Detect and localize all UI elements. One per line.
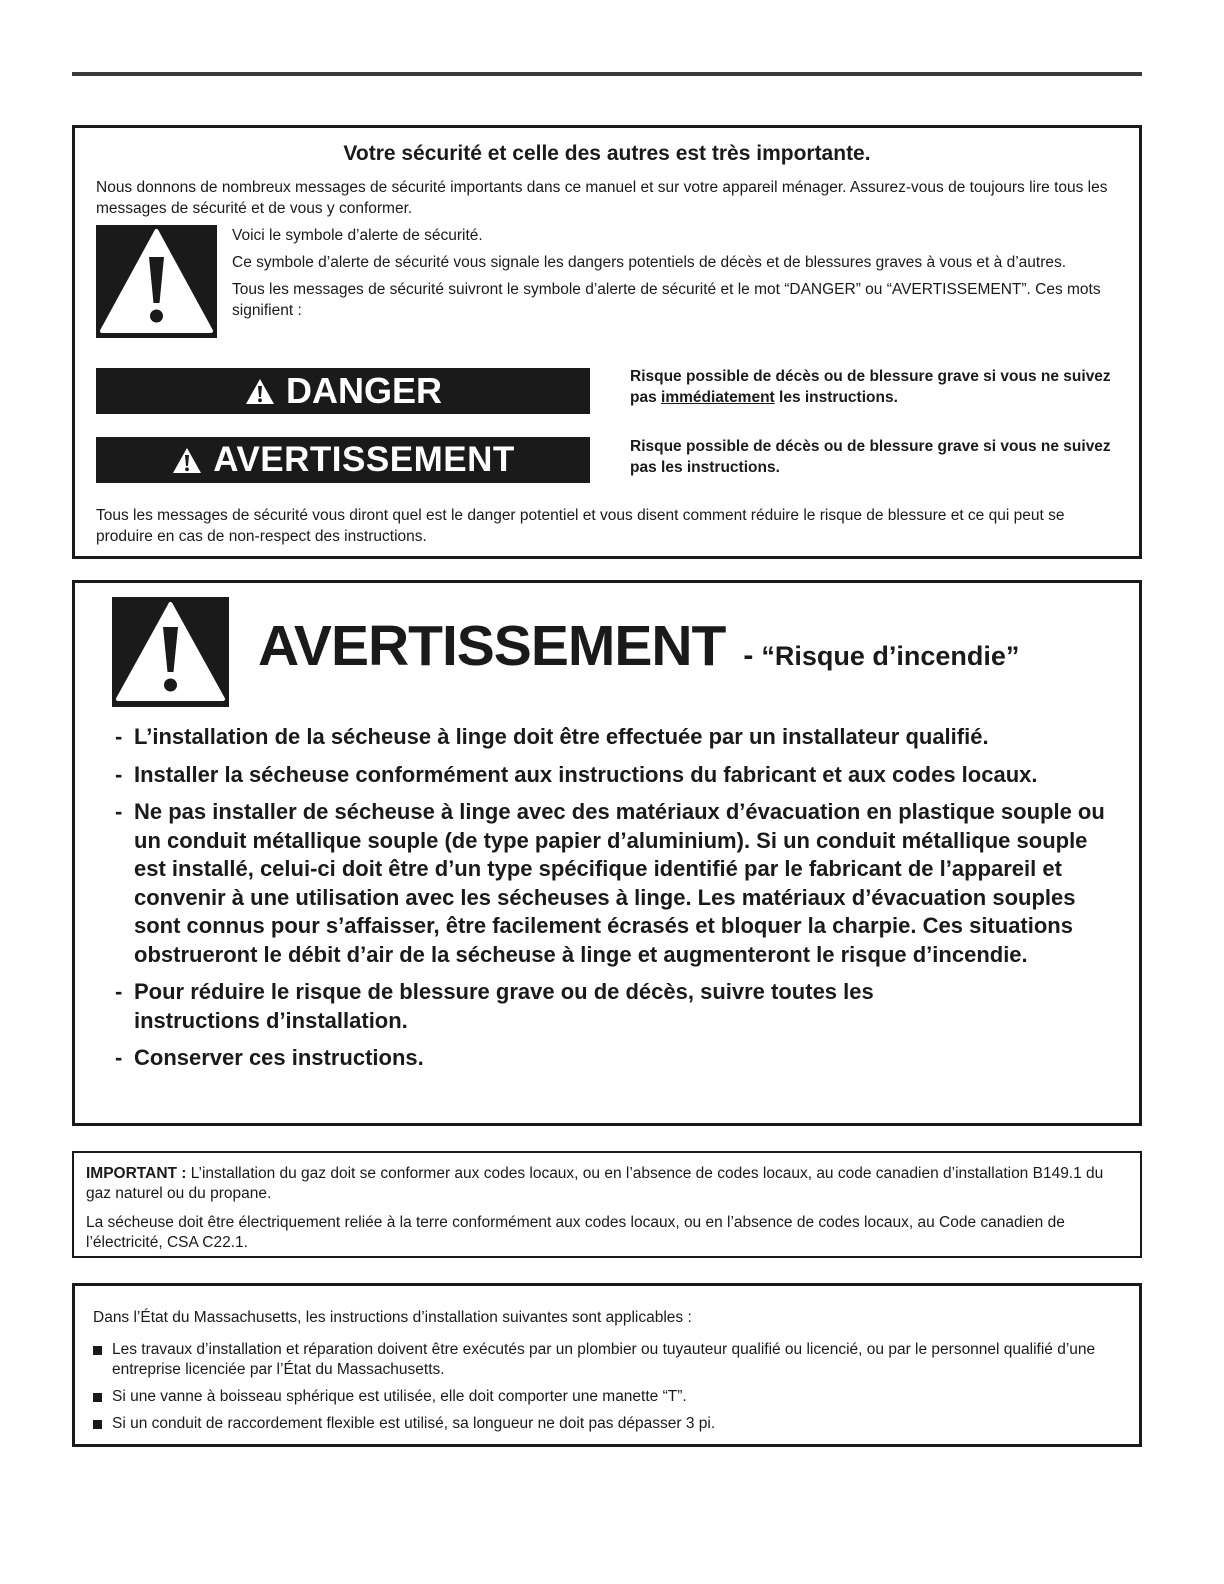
list-item [93,1340,1123,1380]
important-gas-text [86,1164,1131,1204]
list-item-text: Si un conduit de raccordement flexible est utilisé, sa longueur ne doit pas dépasser 3 pi. [112,1415,716,1432]
massachusetts-box [72,1283,1142,1447]
list-item-text: Installer la sécheuse conformément aux instructions du fabricant et aux codes locaux. [134,761,1038,787]
list-item-text: Si une vanne à boisseau sphérique est utilisée, elle doit comporter une manette “T”. [112,1388,687,1405]
bullet-dash: - [115,724,123,749]
list-item [115,723,1115,752]
fire-risk-subtitle: “Risque d’incendie” [761,641,1020,671]
warning-headline-word: AVERTISSEMENT [258,614,726,678]
list-item-text: Conserver ces instructions. [134,1045,424,1070]
warning-description: Risque possible de décès ou de blessure grave si vous ne suivez pas les instructions. [630,438,1111,476]
danger-desc-emphasis: immédiatement [661,389,775,406]
safety-title: Votre sécurité et celle des autres est très importante. [343,142,871,165]
danger-description [630,366,1135,408]
square-bullet-icon [93,1346,102,1355]
list-item [93,1414,1123,1434]
fire-warning-headline [258,613,1019,679]
list-item-text: Pour réduire le risque de blessure grave ou de décès, suivre toutes les instructions d’installation. [134,979,874,1033]
symbol-explanation [232,225,1102,327]
danger-signal-bar [96,368,590,414]
danger-desc-text: Risque possible de décès ou de blessure grave si vous ne suivez pas [630,368,1111,406]
fire-warning-list [115,723,1115,1082]
symbol-line: Ce symbole d’alerte de sécurité vous signale les dangers potentiels de décès et de blessures graves à vous et à d’autres. [232,254,1067,271]
bullet-dash: - [115,1045,123,1070]
danger-label: DANGER [285,370,442,411]
bullet-dash: - [115,799,123,824]
warning-triangle-icon [244,377,276,406]
bullet-dash: - [115,761,123,787]
list-item [115,978,904,1035]
safety-intro-text: Nous donnons de nombreux messages de sécurité importants dans ce manuel et sur votre appareil ménager. Assurez-vous de toujours lire tous les messages de sécurité et de vous y conformer. [96,179,1108,217]
list-item [93,1387,1123,1407]
list-item [115,1044,1115,1073]
list-item-text: Les travaux d’installation et réparation doivent être exécutés par un plombier ou tuyauteur qualifié ou licencié, ou par le personnel qualifié d’une entreprise licenciée par l’État du Massachusetts. [112,1341,1096,1378]
warning-label: AVERTISSEMENT [213,440,515,479]
headline-dash: - [743,639,754,672]
safety-intro-box [72,125,1142,559]
square-bullet-icon [93,1393,102,1402]
symbol-line: Voici le symbole d’alerte de sécurité. [232,227,483,244]
safety-alert-icon [112,597,229,707]
important-box [72,1151,1142,1258]
warning-triangle-icon [171,446,203,475]
square-bullet-icon [93,1420,102,1429]
safety-alert-icon [96,225,217,338]
safety-closing-text: Tous les messages de sécurité vous diront quel est le danger potentiel et vous disent comment réduire le risque de blessure et ce qui peut se produire en cas de non-respect des instructions. [96,507,1065,545]
symbol-line: Tous les messages de sécurité suivront le symbole d’alerte de sécurité et le mot “DANGER” ou “AVERTISSEMENT”. Ces mots signifient : [232,281,1101,319]
bullet-dash: - [115,979,123,1004]
list-item-text: L’installation de la sécheuse à linge doit être effectuée par un installateur qualifié. [134,724,989,749]
warning-signal-bar [96,437,590,483]
top-rule [72,72,1142,76]
massachusetts-intro: Dans l’État du Massachusetts, les instructions d’installation suivantes sont applicables : [93,1309,692,1326]
fire-warning-box [72,580,1142,1126]
list-item-text: Ne pas installer de sécheuse à linge avec des matériaux d’évacuation en plastique souple ou un conduit métallique souple (de type papier d’aluminium). Si un conduit métallique souple est installé, celui-ci doit être d’un type spécifique identifié par le fabricant de l’appareil et convenir à une utilisation avec les sécheuses à linge. Les matériaux d’évacuation souples sont connus pour s’affaisser, être facilement écrasés et bloquer la charpie. Ces situations obstrueront le débit d’air de la sécheuse à linge et augmenteront le risque d’incendie. [134,799,1105,967]
important-gas-body: L’installation du gaz doit se conformer aux codes locaux, ou en l’absence de codes locaux, au code canadien d’installation B149.1 du gaz naturel ou du propane. [86,1165,1104,1202]
list-item [115,761,1115,790]
massachusetts-list [93,1340,1123,1441]
important-label: IMPORTANT : [86,1165,187,1182]
list-item [115,798,1115,969]
important-electric-text: La sécheuse doit être électriquement reliée à la terre conformément aux codes locaux, ou en l’absence de codes locaux, au Code canadien de l’électricité, CSA C22.1. [86,1214,1065,1251]
danger-desc-text-end: les instructions. [774,389,898,406]
